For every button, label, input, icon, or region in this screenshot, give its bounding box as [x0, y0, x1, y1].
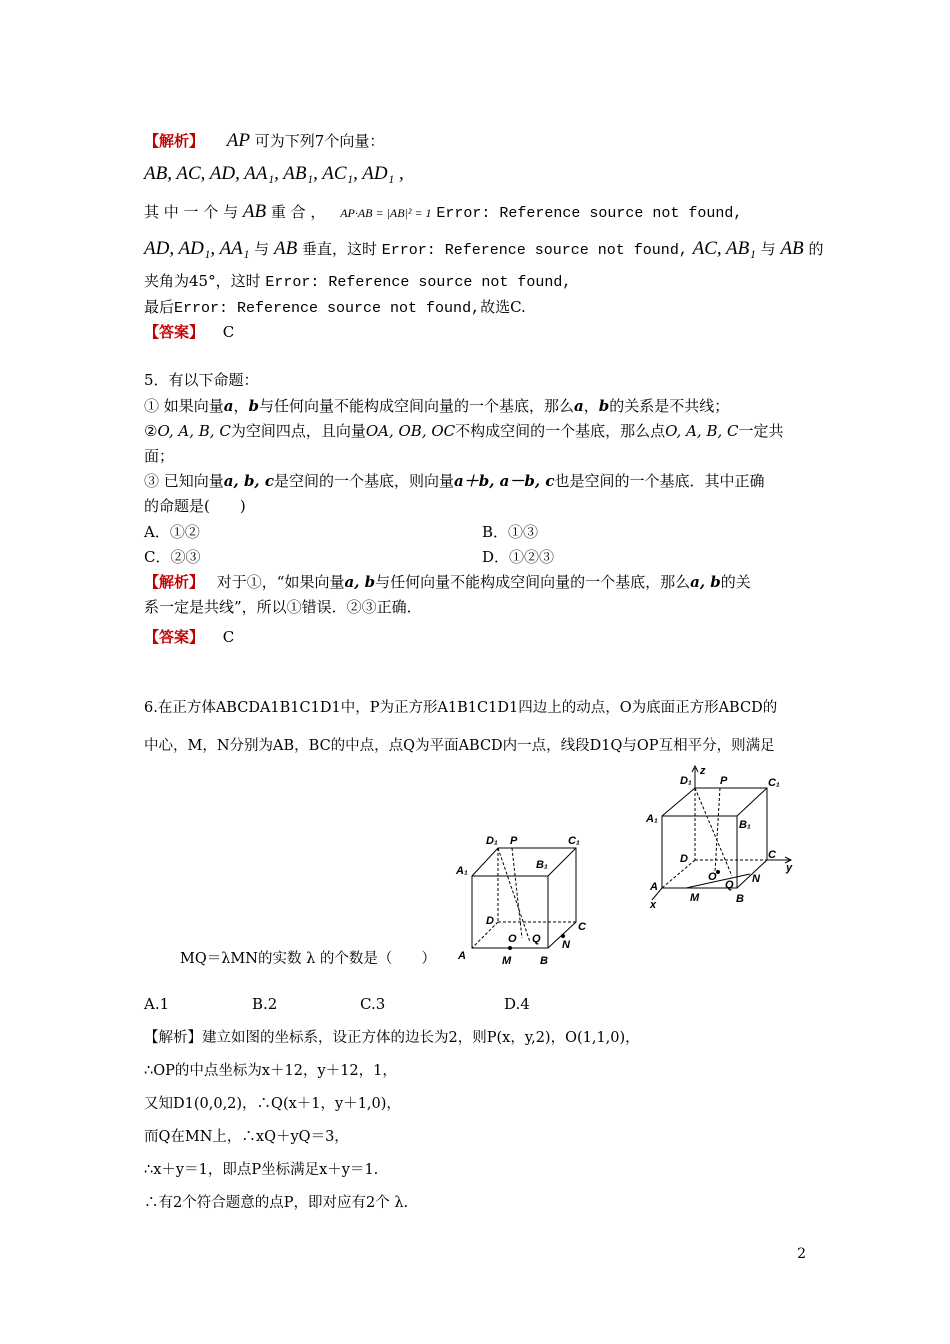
q6-solution-5: ∴x＋y＝1，即点P坐标满足x＋y＝1.: [144, 1162, 379, 1178]
q5-answer-line: [144, 626, 234, 648]
fig1-label-c1: C₁: [568, 835, 580, 847]
vectors: a, b: [690, 573, 721, 591]
fig2-label-b: B: [736, 893, 744, 905]
q6-solution-1: 【解析】建立如图的坐标系，设正方体的边长为2，则P(x，y,2)，O(1,1,0)，: [144, 1030, 640, 1046]
q6-stem-3: MQ＝λMN的实数 λ 的个数是（ ）: [180, 951, 436, 967]
fig2-label-c1: C₁: [768, 777, 780, 789]
vector-ab: AB: [242, 201, 267, 222]
text: 的关系是不共线；: [609, 397, 730, 415]
text: 是空间的一个基底，则向量: [274, 472, 455, 490]
answer-tag: 【答案】: [144, 323, 205, 341]
answer-tag: 【答案】: [144, 628, 205, 646]
fig2-label-m: M: [690, 892, 700, 904]
fig2-label-d1: D₁: [680, 775, 692, 787]
q5-analysis-line-2: 系一定是共线”，所以①错误．②③正确．: [144, 598, 422, 616]
vector-ab: AB: [780, 238, 804, 259]
q5-proposition-2: [144, 420, 784, 442]
cube-figure-with-axes: [640, 764, 800, 914]
q5-question: 的命题是( ): [144, 497, 246, 515]
q5-option-d[interactable]: D．①②③: [482, 548, 555, 566]
q5-option-b[interactable]: B．①③: [482, 523, 539, 541]
vectors: a, b, c: [223, 472, 275, 490]
fig1-label-m: M: [502, 955, 512, 967]
q5-proposition-3: [144, 470, 764, 492]
dot-product-formula: AP·AB = |AB|² = 1: [340, 206, 432, 220]
text: 与任何向量不能构成空间向量的一个基底，那么: [259, 397, 575, 415]
text: 最后: [144, 298, 175, 316]
vector-ap: AP: [226, 130, 251, 151]
text: 的: [808, 240, 824, 258]
vector-group: AC, AB₁: [692, 238, 756, 259]
fig1-label-o: O: [508, 933, 517, 945]
fig2-label-o: O: [708, 871, 717, 883]
error-text: Error: Reference source not found,: [381, 242, 688, 259]
q4-analysis-line: [144, 130, 384, 152]
text: 重 合 ，: [270, 203, 326, 221]
text: 为空间四点，且向量: [230, 422, 366, 440]
fig2-label-n: N: [752, 873, 760, 885]
q4-line-coincide: [144, 201, 742, 225]
q6-option-d[interactable]: D.4: [504, 995, 530, 1013]
fig1-label-c: C: [578, 921, 586, 933]
fig2-label-x: x: [650, 899, 657, 911]
var-b: b: [248, 397, 260, 415]
text: 与: [760, 240, 776, 258]
fig1-label-b: B: [540, 955, 548, 967]
q6-solution-3: 又知D1(0,0,2)，∴Q(x＋1，y＋1,0)，: [144, 1096, 401, 1112]
vector-group: AD, AD₁, AA₁: [144, 238, 250, 259]
fig1-label-d1: D₁: [486, 835, 498, 847]
q6-solution-2: ∴OP的中点坐标为x＋12，y＋12，1，: [144, 1063, 397, 1079]
vector-ab: AB: [273, 238, 298, 259]
cube-figure: [450, 826, 600, 968]
var-a: a: [223, 397, 234, 415]
text: 垂直，这时: [301, 240, 377, 258]
text: 也是空间的一个基底．其中正确: [554, 472, 765, 490]
q6-stem-2: 中心，M，N分别为AB，BC的中点，点Q为平面ABCD内一点，线段D1Q与OP互相平分，则满足: [144, 738, 775, 754]
fig2-label-a1: A₁: [646, 813, 658, 825]
q5-analysis-line: [144, 571, 751, 593]
text: ②: [144, 422, 158, 440]
fig1-label-a: A: [458, 950, 466, 962]
point-m: [508, 946, 512, 950]
text: 与: [254, 240, 270, 258]
vectors: a, b: [344, 573, 376, 591]
q5-option-a[interactable]: A．①②: [144, 523, 200, 541]
vectors: OA, OB, OC: [365, 422, 456, 440]
q4-line-perpendicular: [144, 238, 823, 262]
fig1-label-a1: A₁: [456, 865, 468, 877]
fig2-label-d: D: [680, 853, 688, 865]
point-n: [561, 934, 565, 938]
fig2-label-z: z: [700, 765, 706, 777]
error-text: Error: Reference source not found,: [436, 205, 743, 222]
text: ① 如果向量: [144, 397, 224, 415]
fig1-label-p: P: [510, 835, 518, 847]
q5-proposition-2-cont: 面；: [144, 447, 175, 465]
vectors: a＋b, a－b, c: [454, 472, 555, 490]
text: ③ 已知向量: [144, 472, 224, 490]
q4-vector-list: [144, 163, 404, 185]
text: ，: [583, 397, 599, 415]
q4-intro-text: 可为下列7个向量：: [254, 132, 385, 150]
q6-option-c[interactable]: C.3: [360, 995, 386, 1013]
text: 不构成空间的一个基底，那么点: [455, 422, 666, 440]
q5-option-c[interactable]: C．②③: [144, 548, 201, 566]
answer-value: C: [222, 628, 235, 646]
var-a: a: [574, 397, 584, 415]
fig2-label-y: y: [786, 862, 793, 874]
fig1-label-q: Q: [532, 933, 541, 945]
text: 与任何向量不能构成空间向量的一个基底，那么: [375, 573, 691, 591]
text: 的关: [720, 573, 751, 591]
text: 夹角为45°，这时: [144, 272, 261, 290]
fig2-label-c: C: [768, 849, 776, 861]
q4-answer-line: [144, 321, 234, 343]
fig1-label-n: N: [562, 939, 570, 951]
q6-solution-4: 而Q在MN上，∴xQ＋yQ＝3，: [144, 1129, 349, 1145]
page-number: 2: [797, 1246, 806, 1262]
text: ，: [233, 397, 249, 415]
points: O, A, B, C: [157, 422, 231, 440]
q5-stem: 5．有以下命题：: [144, 371, 259, 389]
points: O, A, B, C: [665, 422, 739, 440]
error-text: Error: Reference source not found,: [174, 300, 481, 317]
q6-stem-1: 6.在正方体ABCDA1B1C1D1中，P为正方形A1B1C1D1四边上的动点，O为底面正方形ABCD的: [144, 700, 778, 716]
fig2-label-p: P: [720, 775, 728, 787]
analysis-tag: 【解析】: [144, 573, 205, 591]
text: 其 中 一 个 与: [144, 203, 239, 221]
analysis-tag: 【解析】: [144, 132, 205, 150]
fig2-label-a: A: [650, 881, 658, 893]
q4-line-angle: [144, 270, 571, 294]
point-o: [716, 870, 720, 874]
text: 故选C.: [480, 298, 526, 316]
error-text: Error: Reference source not found,: [265, 274, 572, 291]
fig2-label-q: Q: [725, 879, 734, 891]
vector-list-text: AB, AC, AD, AA₁, AB₁, AC₁, AD₁ ,: [144, 163, 404, 184]
q6-option-b[interactable]: B.2: [252, 995, 278, 1013]
fig1-label-d: D: [486, 915, 494, 927]
q5-proposition-1: [144, 395, 729, 417]
q4-line-final: [144, 296, 526, 320]
q6-option-a[interactable]: A.1: [144, 995, 170, 1013]
fig1-label-b1: B₁: [536, 859, 548, 871]
var-b: b: [598, 397, 610, 415]
fig2-label-b1: B₁: [739, 819, 751, 831]
q6-solution-6: ∴有2个符合题意的点P，即对应有2个 λ.: [144, 1195, 409, 1211]
text: 一定共: [738, 422, 784, 440]
text: 对于①，“如果向量: [216, 573, 345, 591]
answer-value: C: [222, 323, 235, 341]
